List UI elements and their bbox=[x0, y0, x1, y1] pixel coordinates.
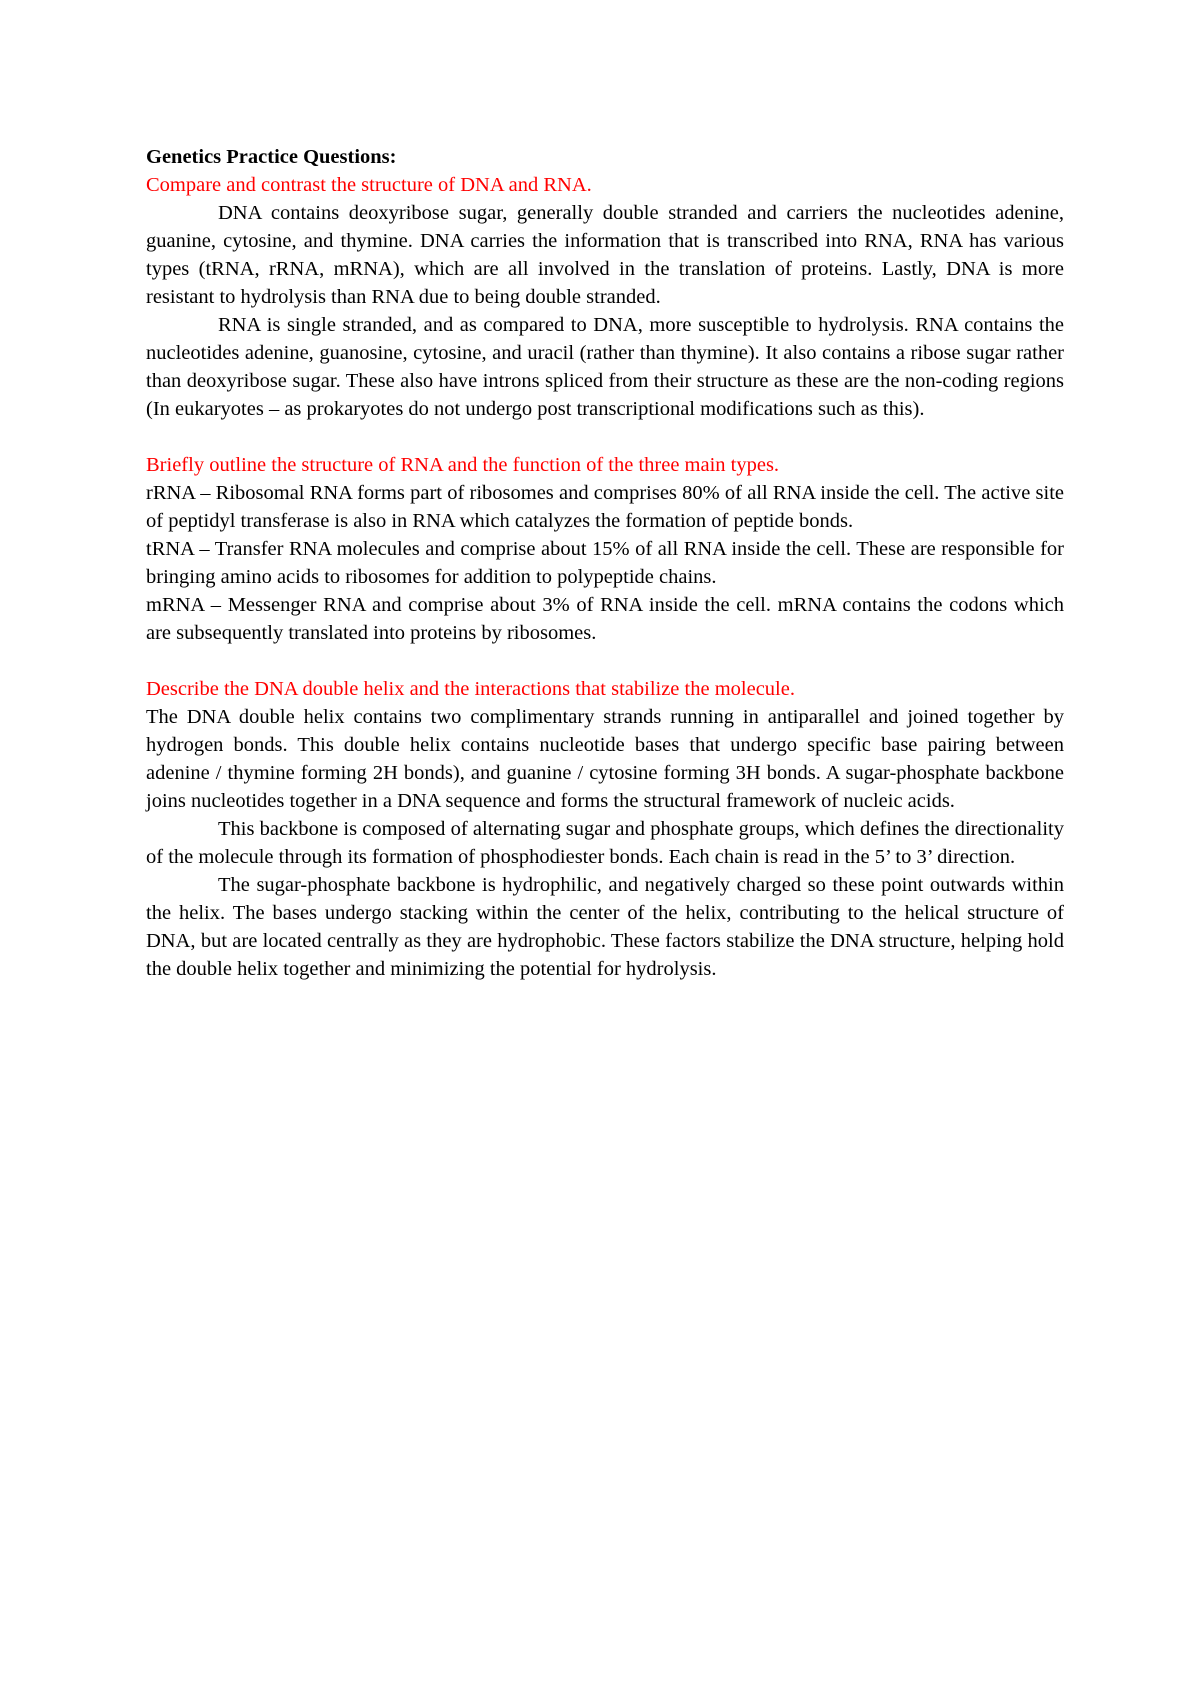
q3-answer-paragraph-2: This backbone is composed of alternating sugar and phosphate groups, which defines the directionality of the molecule through its formation of phosphodiester bonds. Each chain is read in the 5’ to 3’ direction. bbox=[146, 818, 1064, 868]
question-3: Describe the DNA double helix and the interactions that stabilize the molecule. bbox=[146, 678, 795, 700]
q1-answer-paragraph-1: DNA contains deoxyribose sugar, generally double stranded and carriers the nucleotides adenine, guanine, cytosine, and thymine. DNA carries the information that is transcribed into RNA, RNA has various types (tRNA, rRNA, mRNA), which are all involved in the translation of proteins. Lastly, DNA is more resistant to hydrolysis than RNA due to being double stranded. bbox=[146, 202, 1064, 308]
document-page bbox=[146, 143, 1064, 983]
paragraph-spacer bbox=[146, 647, 1064, 675]
q2-rrna-paragraph: rRNA – Ribosomal RNA forms part of ribosomes and comprises 80% of all RNA inside the cell. The active site of peptidyl transferase is also in RNA which catalyzes the formation of peptide bonds. bbox=[146, 482, 1064, 532]
paragraph-spacer bbox=[146, 423, 1064, 451]
q3-answer-paragraph-1: The DNA double helix contains two complimentary strands running in antiparallel and joined together by hydrogen bonds. This double helix contains nucleotide bases that undergo specific base pairing between adenine / thymine forming 2H bonds), and guanine / cytosine forming 3H bonds. A sugar-phosphate backbone joins nucleotides together in a DNA sequence and forms the structural framework of nucleic acids. bbox=[146, 706, 1064, 812]
question-1: Compare and contrast the structure of DNA and RNA. bbox=[146, 174, 592, 196]
question-2: Briefly outline the structure of RNA and the function of the three main types. bbox=[146, 454, 780, 476]
q2-trna-paragraph: tRNA – Transfer RNA molecules and comprise about 15% of all RNA inside the cell. These are responsible for bringing amino acids to ribosomes for addition to polypeptide chains. bbox=[146, 538, 1064, 588]
q3-answer-paragraph-3: The sugar-phosphate backbone is hydrophilic, and negatively charged so these point outwards within the helix. The bases undergo stacking within the center of the helix, contributing to the helical structure of DNA, but are located centrally as they are hydrophobic. These factors stabilize the DNA structure, helping hold the double helix together and minimizing the potential for hydrolysis. bbox=[146, 874, 1064, 980]
q2-mrna-paragraph: mRNA – Messenger RNA and comprise about 3% of RNA inside the cell. mRNA contains the codons which are subsequently translated into proteins by ribosomes. bbox=[146, 594, 1064, 644]
q1-answer-paragraph-2: RNA is single stranded, and as compared to DNA, more susceptible to hydrolysis. RNA contains the nucleotides adenine, guanosine, cytosine, and uracil (rather than thymine). It also contains a ribose sugar rather than deoxyribose sugar. These also have introns spliced from their structure as these are the non-coding regions (In eukaryotes – as prokaryotes do not undergo post transcriptional modifications such as this). bbox=[146, 314, 1064, 420]
page-title: Genetics Practice Questions: bbox=[146, 146, 397, 168]
